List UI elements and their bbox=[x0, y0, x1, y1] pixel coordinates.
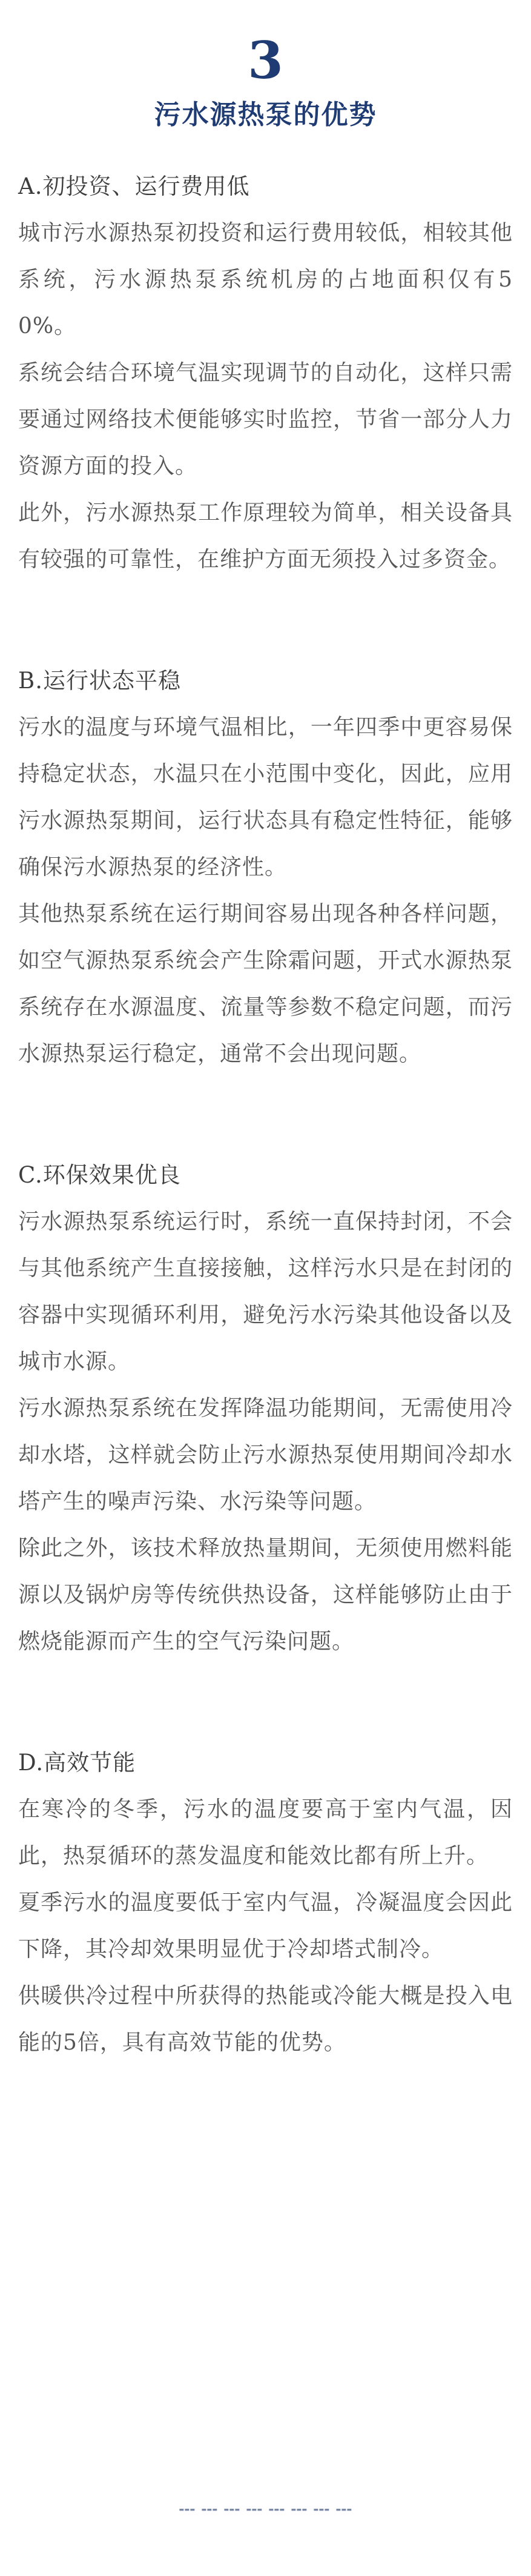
footer-mark: ▬▬▬ bbox=[201, 2507, 218, 2513]
paragraph: 污水源热泵系统在发挥降温功能期间，无需使用冷却水塔，这样就会防止污水源热泵使用期间冷却水塔产生的噪声污染、水污染等问题。 bbox=[18, 1396, 513, 1514]
paragraph: 污水的温度与环境气温相比，一年四季中更容易保持稳定状态，水温只在小范围中变化，因此，应用污水源热泵期间，运行状态具有稳定性特征，能够确保污水源热泵的经济性。 bbox=[18, 715, 513, 880]
footer-mark: ▬▬▬ bbox=[223, 2507, 240, 2513]
section-number: 3 bbox=[248, 30, 283, 90]
footer-mark: ▬▬▬ bbox=[179, 2507, 196, 2513]
paragraph: 供暖供冷过程中所获得的热能或冷能大概是投入电能的5倍，具有高效节能的优势。 bbox=[18, 1983, 513, 2055]
paragraph: 此外，污水源热泵工作原理较为简单，相关设备具有较强的可靠性，在维护方面无须投入过多资金。 bbox=[18, 500, 513, 572]
footer-mark: ▬▬▬ bbox=[268, 2507, 285, 2513]
section-c bbox=[18, 1152, 513, 1665]
footer-mark: ▬▬▬ bbox=[291, 2507, 308, 2513]
paragraph: 污水源热泵系统运行时，系统一直保持封闭，不会与其他系统产生直接接触，这样污水只是在封闭的容器中实现循环利用，避免污水污染其他设备以及城市水源。 bbox=[18, 1209, 513, 1374]
section-a bbox=[18, 164, 513, 583]
section-heading: C.环保效果优良 bbox=[18, 1162, 181, 1188]
section-heading: A.初投资、运行费用低 bbox=[18, 173, 250, 199]
footer-mark: ▬▬▬ bbox=[313, 2507, 330, 2513]
paragraph: 其他热泵系统在运行期间容易出现各种各样问题，如空气源热泵系统会产生除霜问题，开式水源热泵系统存在水源温度、流量等参数不稳定问题，而污水源热泵运行稳定，通常不会出现问题。 bbox=[18, 901, 513, 1066]
section-heading: D.高效节能 bbox=[18, 1750, 136, 1776]
section-heading: B.运行状态平稳 bbox=[18, 668, 181, 694]
paragraph: 夏季污水的温度要低于室内气温，冷凝温度会因此下降，其冷却效果明显优于冷却塔式制冷。 bbox=[18, 1890, 513, 1962]
paragraph: 系统会结合环境气温实现调节的自动化，这样只需要通过网络技术便能够实时监控，节省一部分人力资源方面的投入。 bbox=[18, 360, 513, 479]
article-body bbox=[18, 164, 513, 2066]
footer-mark: ▬▬▬ bbox=[246, 2507, 263, 2513]
footer-decoration bbox=[0, 2507, 531, 2513]
paragraph: 城市污水源热泵初投资和运行费用较低，相较其他系统，污水源热泵系统机房的占地面积仅有50%。 bbox=[18, 221, 513, 339]
section-d bbox=[18, 1740, 513, 2066]
page-title: 污水源热泵的优势 bbox=[154, 99, 377, 130]
paragraph: 除此之外，该技术释放热量期间，无须使用燃料能源以及锅炉房等传统供热设备，这样能够防止由于燃烧能源而产生的空气污染问题。 bbox=[18, 1536, 513, 1654]
footer-mark: ▬▬▬ bbox=[335, 2507, 352, 2513]
section-b bbox=[18, 658, 513, 1077]
paragraph: 在寒冷的冬季，污水的温度要高于室内气温，因此，热泵循环的蒸发温度和能效比都有所上升。 bbox=[18, 1797, 513, 1868]
